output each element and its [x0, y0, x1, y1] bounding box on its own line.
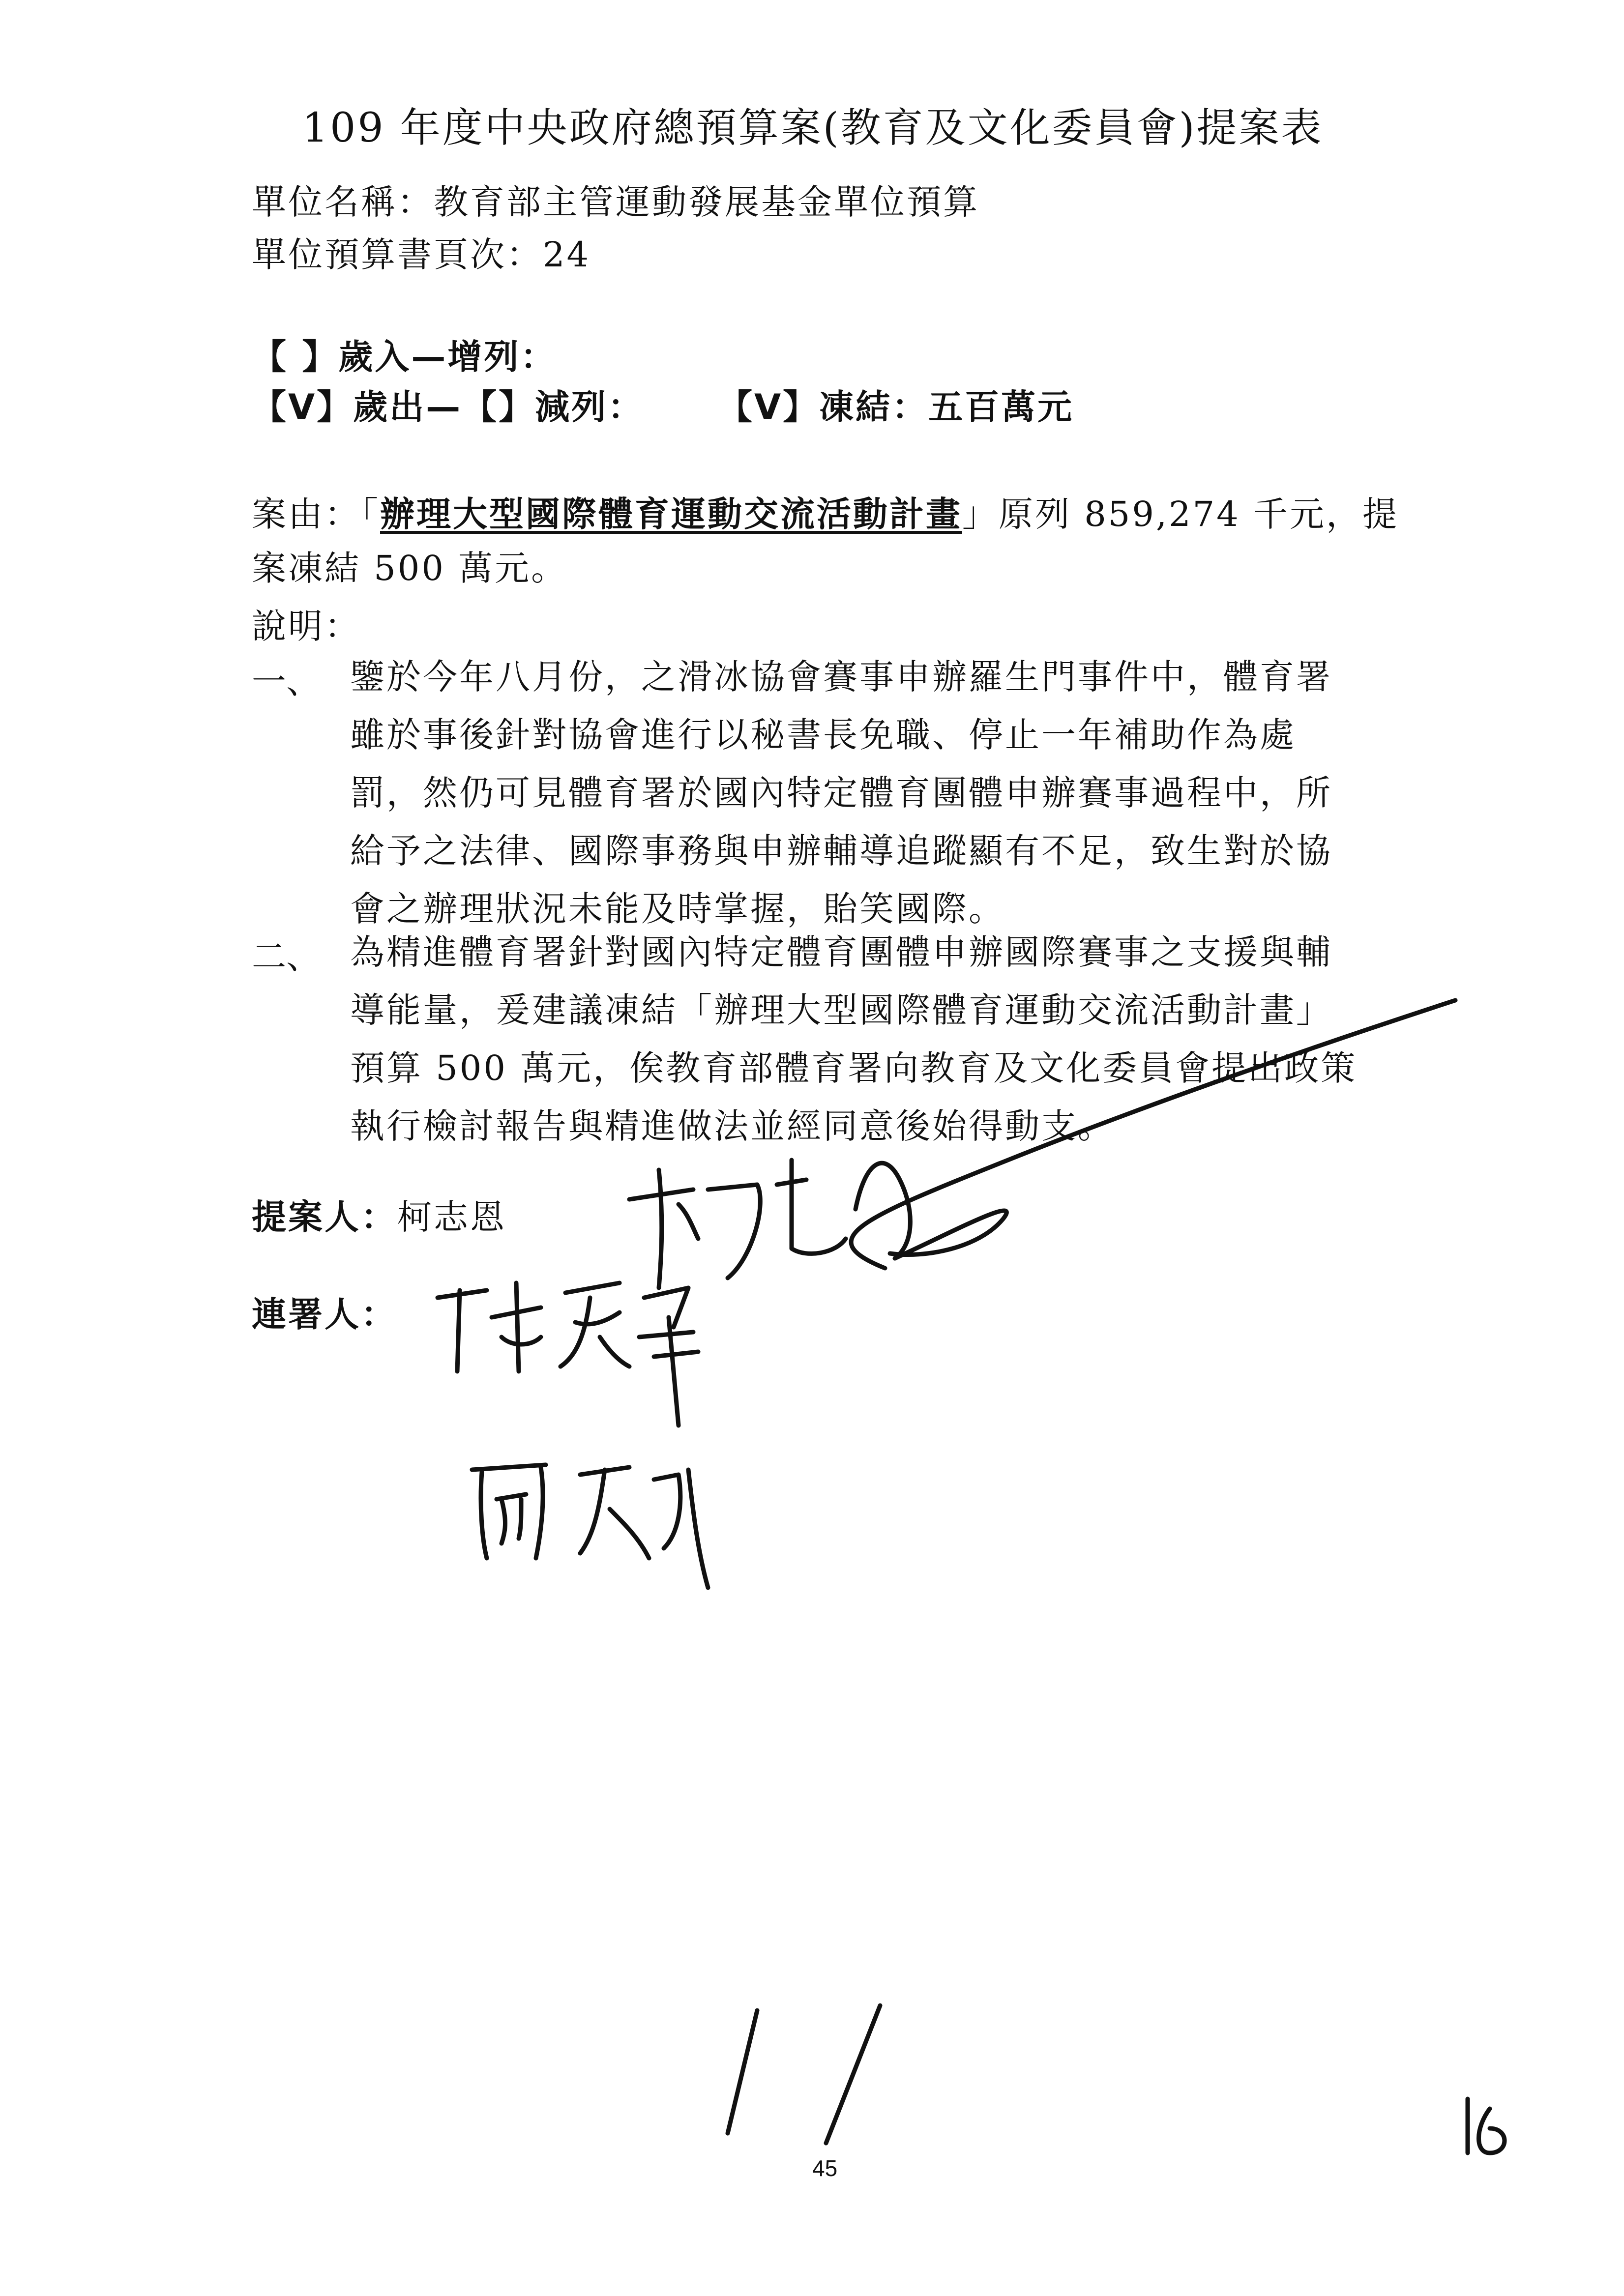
item-line: 雖於事後針對協會進行以秘書長免職、停止一年補助作為處 [350, 715, 1296, 755]
item-line: 預算 500 萬元，俟教育部體育署向教育及文化委員會提出政策 [350, 1048, 1358, 1088]
item-line: 罰，然仍可見體育署於國內特定體育團體申辦賽事過程中，所 [350, 773, 1332, 813]
proposer-label: 提案人： [252, 1197, 397, 1237]
item-line: 執行檢討報告與精進做法並經同意後始得動支。 [350, 1106, 1114, 1146]
item-line: 會之辦理狀況未能及時掌握，貽笑國際。 [350, 889, 1005, 929]
proposer-signature [629, 1160, 1006, 1288]
unit-name: 單位名稱：教育部主管運動發展基金單位預算 [252, 182, 979, 222]
freeze-amount-row: 【V】凍結：五百萬元 [718, 387, 1074, 427]
page-number: 45 [812, 2155, 838, 2181]
case-line-1 [252, 487, 1399, 536]
proposer-name: 柯志恩 [397, 1197, 506, 1237]
case-suffix: 」原列 859,274 千元，提 [962, 494, 1399, 534]
item-body [350, 648, 1383, 938]
item-line: 給予之法律、國際事務與申辦輔導追蹤顯有不足，致生對於協 [350, 831, 1332, 871]
margin-mark [1468, 2099, 1505, 2153]
document-title: 109 年度中央政府總預算案(教育及文化委員會)提案表 [302, 105, 1324, 151]
cosigner-label: 連署人： [252, 1294, 397, 1335]
revenue-increase-row: 【 】歲入—增列： [252, 337, 557, 377]
case-line-2: 案凍結 500 萬元。 [252, 548, 568, 588]
expenditure-decrease-row: 【V】歲出—【】減列： [252, 387, 645, 427]
proposer-line [252, 1190, 506, 1239]
item-line: 導能量，爰建議凍結「辦理大型國際體育運動交流活動計畫」 [350, 990, 1332, 1030]
ink-slash-2 [826, 2005, 880, 2143]
item-number: 二、 [252, 936, 321, 977]
case-plan-name: 辦理大型國際體育運動交流活動計畫 [380, 494, 962, 534]
cosigner-signature-1 [438, 1283, 698, 1425]
item-number: 一、 [252, 661, 321, 701]
ink-slash-1 [728, 2010, 757, 2133]
budget-page-ref: 單位預算書頁次：24 [252, 234, 591, 275]
case-prefix: 案由：「 [252, 494, 380, 534]
item-line: 鑒於今年八月份，之滑冰協會賽事申辦羅生門事件中，體育署 [350, 657, 1332, 697]
item-line: 為精進體育署針對國內特定體育團體申辦國際賽事之支援與輔 [350, 932, 1332, 972]
explanation-label: 說明： [252, 606, 361, 646]
cosigner-signature-2 [472, 1465, 708, 1588]
item-body [350, 923, 1383, 1155]
